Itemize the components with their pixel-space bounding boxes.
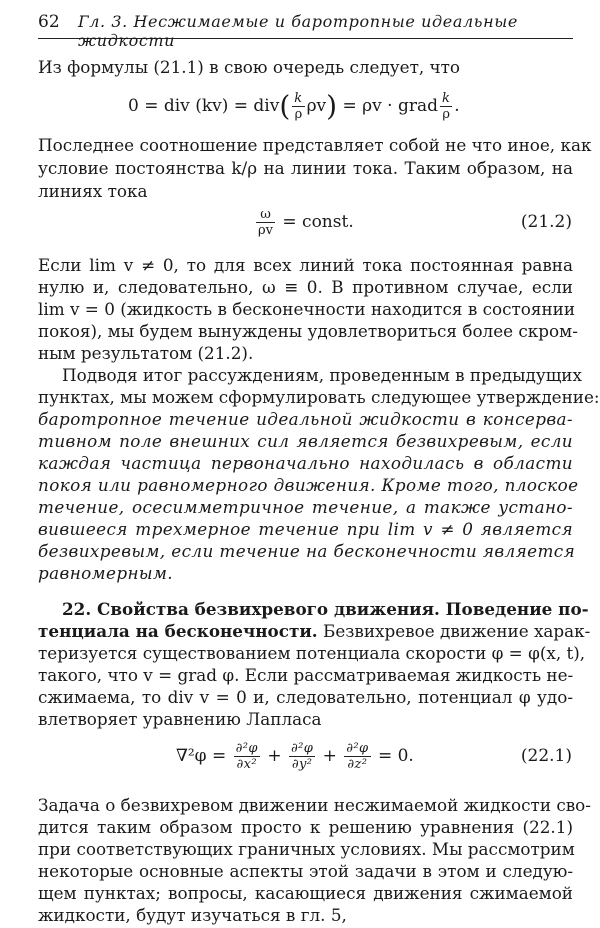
running-title: Гл. 3. Несжимаемые и баротропные идеальные жидкости [78, 12, 518, 50]
italic-line: тивном поле внешних сил является безвихревым, если [38, 431, 573, 451]
text-line: пунктах, мы можем сформулировать следующее утверждение: [38, 387, 600, 407]
eq3-lhs: ∇²φ = [176, 746, 227, 766]
text-line: некоторые основные аспекты этой задачи в этом и следую- [38, 861, 573, 881]
italic-line: равномерным. [38, 563, 174, 583]
text-line: щем пунктах; вопросы, касающиеся движения сжимаемой [38, 883, 573, 903]
text-line: Подводя итог рассуждениям, проведенным в предыдущих [62, 365, 582, 385]
italic-line: покоя или равномерного движения. Кроме того, плоское [38, 475, 579, 495]
equation-1: 0 = div (kv) = div( $\frac{k}{\rho}$ ρv) = ρv · grad $\frac{k}{\rho}$ . [128, 89, 460, 123]
page-number: 62 [38, 12, 60, 32]
italic-line: баротропное течение идеальной жидкости в консерва- [38, 409, 573, 429]
text-line: такого, что v = grad φ. Если рассматриваемая жидкость не- [38, 665, 574, 685]
equation-2 [254, 202, 354, 242]
text-line: сжимаема, то div v = 0 и, следовательно, потенциал φ удо- [38, 687, 573, 707]
text-line: влетворяет уравнению Лапласа [38, 709, 322, 729]
text-line: покоя), мы будем вынуждены удовлетвориться более скром- [38, 321, 578, 341]
page-header [38, 10, 573, 50]
italic-line: вившееся трехмерное течение при lim v ≠ 0 является [38, 519, 573, 539]
text-line: жидкости, будут изучаться в гл. 5, [38, 905, 347, 925]
text-line: ным результатом (21.2). [38, 343, 254, 363]
italic-line: течение, осесимметричное течение, а также устано- [38, 497, 573, 517]
eq2-frac: $\frac{\omega}{\rho v}$ [258, 207, 273, 238]
italic-line: безвихревым, если течение на бесконечности является [38, 541, 576, 561]
section-title-line-2: тенциала на бесконечности. Безвихревое движение харак- [38, 621, 591, 641]
text-line: Из формулы (21.1) в свою очередь следует, что [38, 57, 461, 77]
eq2-rhs: = const. [282, 212, 354, 232]
equation-number: (22.1) [520, 746, 572, 766]
equation-number: (21.2) [520, 212, 572, 232]
eq1-frac-k-rho-2: $\frac{k}{\rho}$ [442, 91, 451, 122]
eq1-lhs: 0 = div (kv) = div [128, 96, 280, 116]
eq1-rest: = ρv · grad [342, 96, 438, 116]
text-line: линиях тока [38, 181, 148, 201]
text-line: Если lim v ≠ 0, то для всех линий тока постоянная равна [38, 255, 573, 275]
text-line: Последнее соотношение представляет собой не что иное, как [38, 135, 592, 155]
text-line: условие постоянства k/ρ на линии тока. Таким образом, на [38, 158, 573, 178]
text-line: нулю и, следовательно, ω ≡ 0. В противном случае, если [38, 277, 573, 297]
italic-line: каждая частица первоначально находилась в области [38, 453, 573, 473]
text-line: Задача о безвихревом движении несжимаемой жидкости сво- [38, 795, 591, 815]
section-title: 22. Свойства безвихревого движения. Поведение по- [62, 599, 589, 619]
text-line: теризуется существованием потенциала скорости φ = φ(x, t), [38, 643, 586, 663]
equation-3: ∇²φ = $\frac{\text{∂²φ}}{\text{∂x²}}$ + $\frac{\text{∂²φ}}{\text{∂y²}}$ + $\frac{\text{∂²φ}}{\text{∂z²}}$ = 0. [176, 741, 414, 772]
text-line: lim v = 0 (жидкость в бесконечности находится в состоянии [38, 299, 576, 319]
text-line: при соответствующих граничных условиях. Мы рассмотрим [38, 839, 575, 859]
eq1-mid: ρv [306, 96, 327, 116]
eq1-frac-k-rho: $\frac{k}{\rho}$ [294, 91, 303, 122]
text-line: дится таким образом просто к решению уравнения (22.1) [38, 817, 573, 837]
